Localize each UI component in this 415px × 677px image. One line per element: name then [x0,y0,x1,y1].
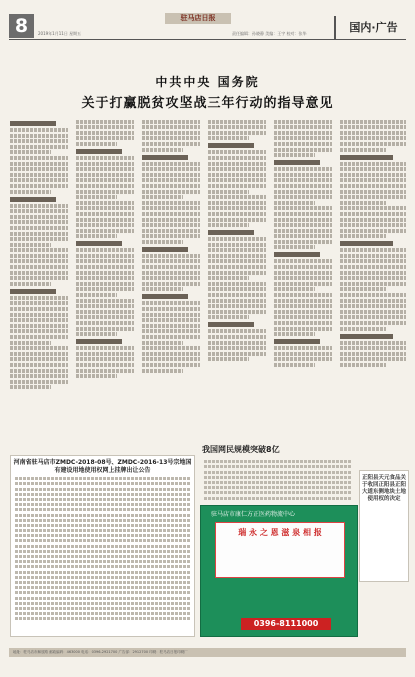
article-column-2 [76,118,134,448]
header-rule [9,39,406,40]
notice-body [11,477,194,620]
notice-title: 河南省驻马店市ZMDC-2018-08号、ZMDC-2016-13号宗地国有建设用地使用权网上挂牌出让公告 [13,459,192,474]
section-label: 国内·广告 [334,16,411,40]
ad-slogan: 瑞 永 之 恩 滋 泉 相 报 [238,528,322,537]
footer-bar: 地址：驻马店市解放路 邮政编码：463000 电话：0396-2921700 广告部：2912700 印刷：驻马店日报印刷厂 [9,648,406,657]
side-notice [359,470,409,582]
date-line: 2019年1月11日 星期五 [38,31,82,36]
headline-top: 中共中央 国务院 [155,75,260,89]
ad-phone: 0396-8111000 [241,618,331,630]
editor-line: 责任编辑：孙晓静 美编：王宇 校对：张华 [232,31,307,36]
article-column-3 [142,118,200,448]
land-auction-notice [10,455,195,637]
page-number: 8 [9,14,34,38]
article-column-1 [10,118,68,448]
headline-main: 关于打赢脱贫攻坚战三年行动的指导意见 [81,96,334,111]
ad-inner-panel [215,522,345,578]
side-notice-title: 正阳县天元食品关于收回正阳县正阳大道东侧地块土地使用权的决定 [362,475,407,502]
page-header [0,0,415,52]
article-column-5 [274,118,332,448]
pharmacy-advertisement [200,505,358,637]
center-article-body [200,458,356,502]
article-column-4 [208,118,266,448]
article-column-6 [340,118,406,448]
pharmacy-brand: 驻马店市康仁方正医药物流中心 [211,511,296,518]
paper-name: 驻马店日报 [165,13,231,24]
center-article-title: 我国网民规模突破8亿 [202,445,280,454]
